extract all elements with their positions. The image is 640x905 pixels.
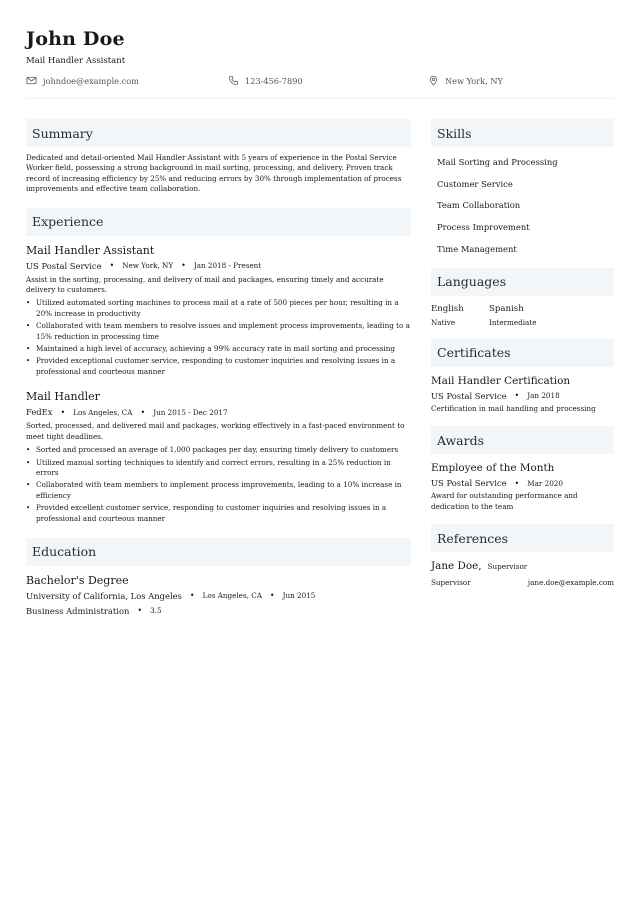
skills-heading: Skills: [431, 119, 614, 147]
list-item: • Provided excellent customer service, responding to customer inquiries and resolving issues in a professional and courteous manner: [26, 503, 411, 524]
skill-item: Time Management: [437, 244, 517, 255]
phone-text: 123-456-7890: [245, 76, 303, 86]
resume-header: [26, 28, 614, 88]
degree-title: Bachelor's Degree: [26, 573, 129, 587]
list-item: • Collaborated with team members to resolve issues and implement process improvements, leading to a 15% reduction in processing time: [26, 321, 411, 342]
certificate-issuer: US Postal Service: [431, 390, 507, 401]
job-description: Sorted, processed, and delivered mail and packages, working effectively in a fast-paced environment to meet tight deadlines.: [26, 421, 405, 441]
list-item: • Maintained a high level of accuracy, achieving a 99% accuracy rate in mail sorting and processing: [26, 344, 411, 354]
skills-list: [431, 151, 614, 260]
job-dates: Jun 2015 - Dec 2017: [153, 407, 228, 417]
right-column: [431, 119, 614, 587]
education-heading: Education: [26, 538, 411, 566]
award-issuer: US Postal Service: [431, 478, 507, 489]
list-item: • Collaborated with team members to implement process improvements, leading to a 10% increase in efficiency: [26, 480, 411, 501]
job-title: Mail Handler: [26, 390, 100, 404]
job-company: US Postal Service: [26, 260, 102, 271]
experience-heading: Experience: [26, 208, 411, 236]
job-entry: [26, 244, 411, 378]
candidate-name: John Doe: [26, 28, 125, 50]
awards-heading: Awards: [431, 426, 614, 454]
reference-details: [431, 578, 614, 587]
job-title: Mail Handler Assistant: [26, 243, 155, 257]
language-level: Native: [431, 317, 456, 327]
contact-phone[interactable]: [228, 75, 428, 88]
job-bullets: [26, 445, 411, 524]
skill-item: Process Improvement: [437, 222, 530, 233]
list-item: • Provided exceptional customer service, responding to customer inquiries and resolving issues in a professional and courteous manner: [26, 356, 411, 377]
contact-location: [428, 75, 503, 88]
header-divider: [26, 98, 614, 99]
list-item: • Sorted and processed an average of 1,000 packages per day, ensuring timely delivery to customers: [26, 445, 411, 455]
certificate-entry: [431, 375, 614, 414]
skill-item: Team Collaboration: [437, 200, 521, 211]
languages-heading: Languages: [431, 268, 614, 296]
phone-icon: [228, 75, 239, 88]
gpa: 3.5: [150, 606, 162, 616]
education-entry: [26, 574, 411, 616]
location-text: New York, NY: [445, 76, 503, 86]
award-title: Employee of the Month: [431, 462, 555, 475]
award-meta: [431, 478, 614, 488]
job-location: New York, NY: [122, 261, 174, 271]
reference-entry: [431, 560, 614, 572]
certificate-description: Certification in mail handling and processing: [431, 403, 596, 413]
school-location: Los Angeles, CA: [202, 591, 262, 601]
language-name: English: [431, 303, 464, 314]
award-description: Award for outstanding performance and dedication to the team: [431, 491, 578, 511]
school-name: University of California, Los Angeles: [26, 590, 182, 601]
location-pin-icon: [428, 75, 439, 88]
contact-row: [26, 74, 614, 88]
separator-dot: •: [137, 606, 143, 616]
job-meta: [26, 407, 411, 417]
language-item: [431, 304, 489, 327]
job-company: FedEx: [26, 407, 53, 418]
graduation-date: Jun 2015: [282, 591, 316, 601]
education-meta: [26, 591, 411, 601]
separator-dot: •: [60, 407, 66, 417]
education-field-row: [26, 606, 411, 616]
language-item: [489, 304, 547, 327]
languages-list: [431, 304, 614, 327]
contact-email[interactable]: [26, 75, 228, 88]
mail-icon: [26, 75, 37, 88]
separator-dot: •: [181, 261, 186, 271]
language-level: Intermediate: [489, 317, 537, 327]
certificates-heading: Certificates: [431, 339, 614, 367]
job-entry: [26, 390, 411, 524]
candidate-role: Mail Handler Assistant: [26, 56, 126, 66]
job-description: Assist in the sorting, processing, and delivery of mail and packages, ensuring timely and accurate delivery to customers.: [26, 274, 384, 295]
reference-name: Jane Doe,: [431, 560, 482, 573]
job-bullets: [26, 298, 411, 377]
email-text: johndoe@example.com: [43, 76, 139, 86]
references-heading: References: [431, 524, 614, 552]
separator-dot: •: [514, 478, 520, 488]
certificate-title: Mail Handler Certification: [431, 374, 571, 387]
reference-role-inline: Supervisor: [487, 562, 528, 572]
award-entry: [431, 462, 614, 512]
separator-dot: •: [109, 261, 115, 271]
separator-dot: •: [140, 407, 146, 417]
separator-dot: •: [189, 591, 195, 601]
summary-text: Dedicated and detail-oriented Mail Handler Assistant with 5 years of experience in the Postal Service Worker field, possessing a strong background in mail sorting, processing, and delivery. Proven track record of increasing efficiency by 25% and reducing errors by 30% through implementation of process improvements and effective team collaboration.: [26, 153, 402, 194]
separator-dot: •: [269, 591, 275, 601]
award-date: Mar 2020: [527, 478, 563, 488]
skill-item: Customer Service: [437, 178, 513, 189]
list-item: • Utilized automated sorting machines to process mail at a rate of 500 pieces per hour, resulting in a 20% increase in productivity: [26, 298, 411, 319]
certificate-meta: [431, 391, 614, 401]
separator-dot: •: [514, 391, 520, 401]
reference-role: Supervisor: [431, 578, 471, 588]
summary-heading: Summary: [26, 119, 411, 147]
list-item: • Utilized manual sorting techniques to identify and correct errors, resulting in a 25% reduction in errors: [26, 458, 411, 479]
job-location: Los Angeles, CA: [73, 407, 133, 417]
left-column: [26, 119, 411, 616]
job-meta: [26, 261, 411, 271]
skill-item: Mail Sorting and Processing: [437, 156, 558, 167]
language-name: Spanish: [489, 303, 524, 314]
certificate-date: Jan 2018: [527, 391, 560, 401]
field-of-study: Business Administration: [26, 605, 130, 616]
reference-email[interactable]: jane.doe@example.com: [527, 578, 614, 588]
job-dates: Jan 2018 - Present: [193, 261, 262, 271]
